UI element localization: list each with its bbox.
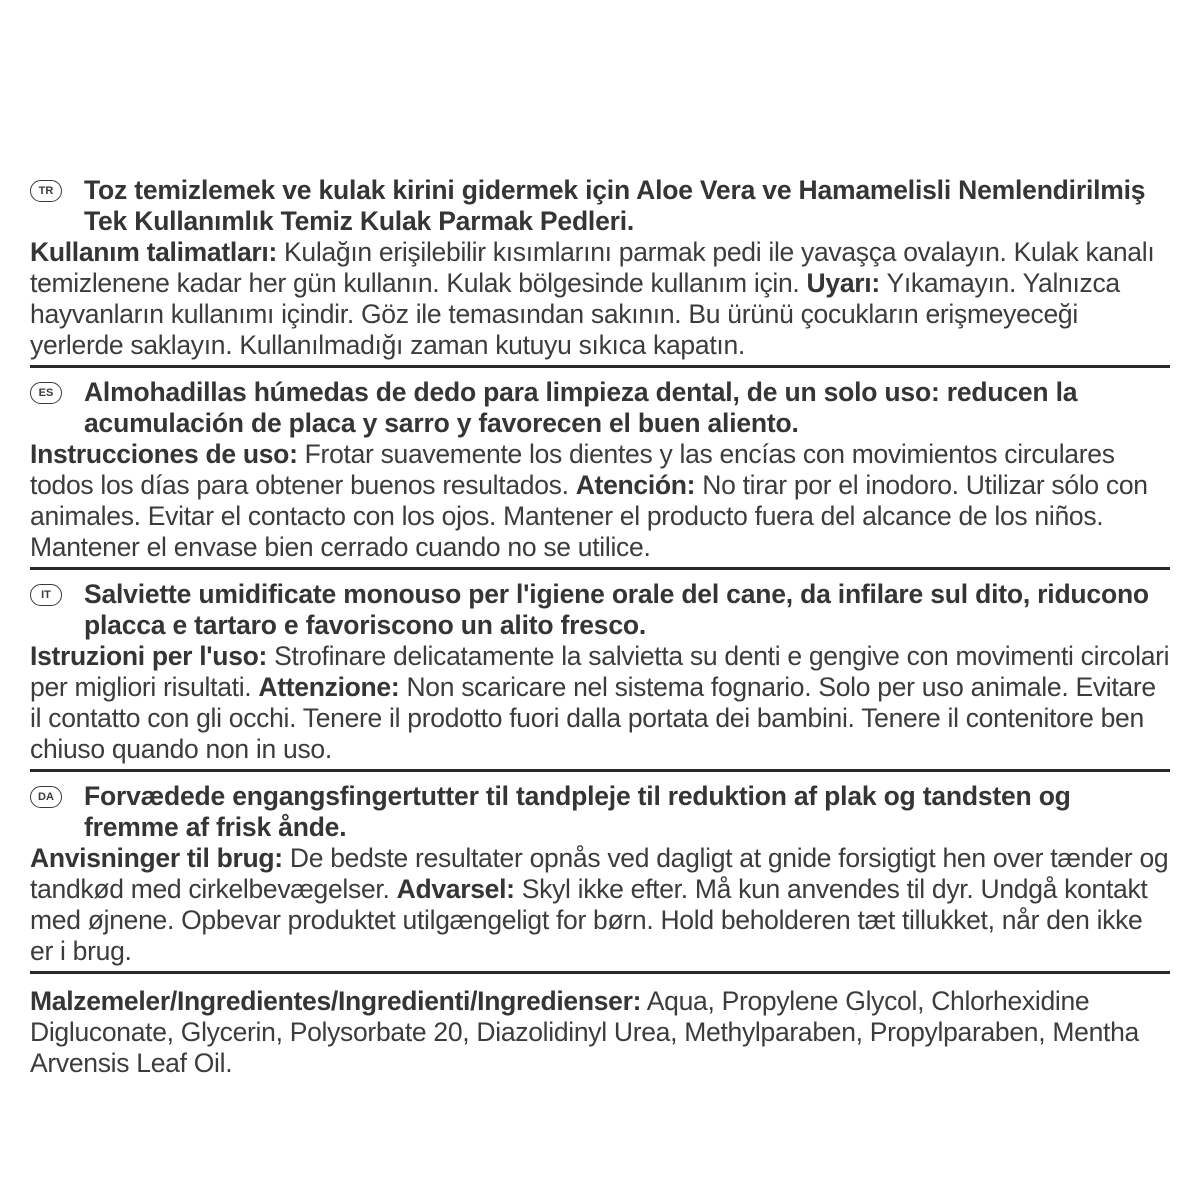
- warning-label: Attenzione:: [258, 672, 400, 702]
- section-title-text: Toz temizlemek ve kulak kirini gidermek için Aloe Vera ve Hamamelisli Nemlendirilmiş Tek Kullanımlık Temiz Kulak Parmak Pedleri.: [84, 175, 1146, 236]
- section-da: [30, 778, 1170, 974]
- language-badge-icon: DA: [30, 786, 62, 808]
- product-label-panel: [30, 172, 1170, 1079]
- warning-label: Advarsel:: [396, 874, 515, 904]
- section-body: [30, 641, 1170, 765]
- usage-text: Kulağın erişilebilir kısımlarını parmak pedi ile yavaşça ovalayın. Kulak kanalı temizlenene kadar her gün kullanın. Kulak bölgesinde kullanım için.: [30, 237, 1155, 298]
- ingredients-block: [30, 980, 1170, 1079]
- section-title: [30, 175, 1170, 237]
- section-es: [30, 374, 1170, 570]
- language-badge-icon: TR: [30, 180, 62, 202]
- section-body: [30, 843, 1170, 967]
- section-title-text: Salviette umidificate monouso per l'igiene orale del cane, da infilare sul dito, riducono placca e tartaro e favoriscono un alito fresco.: [84, 579, 1149, 640]
- usage-label: Istruzioni per l'uso:: [30, 641, 268, 671]
- language-badge-icon: IT: [30, 584, 62, 606]
- warning-text: No tirar por el inodoro. Utilizar sólo con animales. Evitar el contacto con los ojos. Mantener el producto fuera del alcance de los niños. Mantener el envase bien cerrado cuando no se utilice.: [30, 470, 1148, 562]
- warning-text: Yıkamayın. Yalnızca hayvanların kullanımı içindir. Göz ile temasından sakının. Bu ürünü çocukların erişmeyeceği yerlerde saklayın. Kullanılmadığı zaman kutuyu sıkıca kapatın.: [30, 268, 1120, 360]
- ingredients-text: Aqua, Propylene Glycol, Chlorhexidine Digluconate, Glycerin, Polysorbate 20, Diazolidinyl Urea, Methylparaben, Propylparaben, Mentha Arvensis Leaf Oil.: [30, 986, 1139, 1078]
- usage-label: Instrucciones de uso:: [30, 439, 298, 469]
- language-badge-icon: ES: [30, 382, 62, 404]
- warning-text: Skyl ikke efter. Må kun anvendes til dyr. Undgå kontakt med øjnene. Opbevar produktet utilgængeligt for børn. Hold beholderen tæt tillukket, når den ikke er i brug.: [30, 874, 1148, 966]
- section-title: [30, 781, 1170, 843]
- usage-text: Frotar suavemente los dientes y las encías con movimientos circulares todos los días para obtener buenos resultados.: [30, 439, 1115, 500]
- section-tr: [30, 172, 1170, 368]
- section-title: [30, 377, 1170, 439]
- usage-text: Strofinare delicatamente la salvietta su denti e gengive con movimenti circolari per migliori risultati.: [30, 641, 1170, 702]
- usage-label: Kullanım talimatları:: [30, 237, 277, 267]
- section-title-text: Almohadillas húmedas de dedo para limpieza dental, de un solo uso: reducen la acumulación de placa y sarro y favorecen el buen aliento.: [84, 377, 1078, 438]
- section-title: [30, 579, 1170, 641]
- ingredients-label: Malzemeler/Ingredientes/Ingredienti/Ingredienser:: [30, 986, 642, 1016]
- warning-label: Atención:: [575, 470, 696, 500]
- usage-text: De bedste resultater opnås ved dagligt at gnide forsigtigt hen over tænder og tandkød med cirkelbevægelser.: [30, 843, 1169, 904]
- section-title-text: Forvædede engangsfingertutter til tandpleje til reduktion af plak og tandsten og fremme af frisk ånde.: [84, 781, 1071, 842]
- section-body: [30, 439, 1170, 563]
- warning-text: Non scaricare nel sistema fognario. Solo per uso animale. Evitare il contatto con gli occhi. Tenere il prodotto fuori dalla portata dei bambini. Tenere il contenitore ben chiuso quando non in uso.: [30, 672, 1156, 764]
- section-body: [30, 237, 1170, 361]
- warning-label: Uyarı:: [806, 268, 880, 298]
- section-it: [30, 576, 1170, 772]
- usage-label: Anvisninger til brug:: [30, 843, 283, 873]
